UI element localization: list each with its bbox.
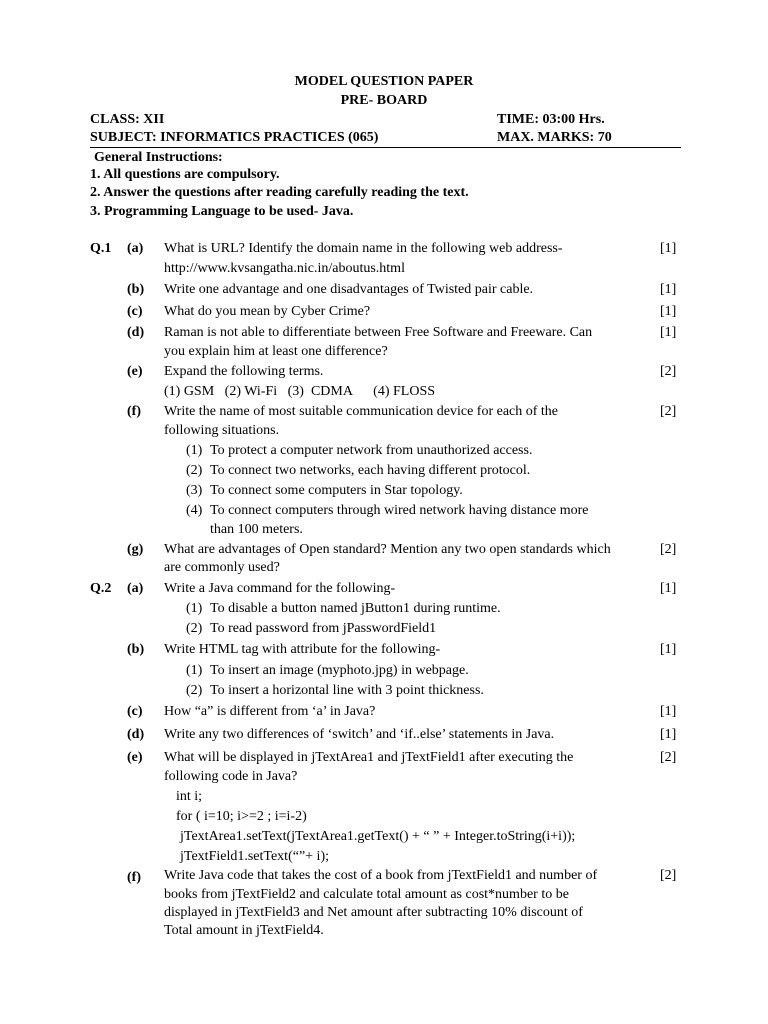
question-text: http://www.kvsangatha.nic.in/aboutus.html — [164, 261, 405, 276]
instruction-item: 3. Programming Language to be used- Java. — [90, 204, 354, 219]
sub-item-text: To disable a button named jButton1 during runtime. — [210, 601, 501, 616]
subject-label: SUBJECT: INFORMATICS PRACTICES (065) — [90, 130, 379, 145]
code-line: int i; — [176, 789, 203, 804]
question-text: following code in Java? — [164, 769, 298, 784]
code-line: jTextField1.setText(“”+ i); — [180, 849, 330, 864]
question-number: Q.1 — [90, 241, 112, 256]
sub-item-text: To insert a horizontal line with 3 point thickness. — [210, 683, 484, 698]
marks: [1] — [660, 304, 677, 319]
question-text: Expand the following terms. — [164, 364, 324, 379]
max-marks-label: MAX. MARKS: 70 — [497, 130, 612, 145]
part-label: (f) — [127, 870, 141, 885]
part-label: (e) — [127, 750, 143, 765]
question-text: How “a” is different from ‘a’ in Java? — [164, 704, 376, 719]
marks: [1] — [660, 241, 677, 256]
sub-item-number: (2) — [186, 621, 203, 636]
marks: [1] — [660, 704, 677, 719]
sub-item-text: To connect two networks, each having different protocol. — [210, 463, 531, 478]
sub-item-number: (1) — [186, 663, 203, 678]
marks: [2] — [660, 404, 677, 419]
sub-item-number: (2) — [186, 683, 203, 698]
part-label: (d) — [127, 325, 145, 340]
marks: [1] — [660, 325, 677, 340]
part-label: (c) — [127, 704, 143, 719]
question-text: you explain him at least one difference? — [164, 344, 388, 359]
question-text: Write HTML tag with attribute for the following- — [164, 642, 441, 657]
instruction-item: 2. Answer the questions after reading carefully reading the text. — [90, 185, 469, 200]
sub-item-number: (1) — [186, 443, 203, 458]
question-text: What are advantages of Open standard? Mention any two open standards which — [164, 542, 611, 557]
question-text: books from jTextField2 and calculate total amount as cost*number to be — [164, 887, 569, 902]
marks: [1] — [660, 727, 677, 742]
class-label: CLASS: XII — [90, 112, 165, 127]
marks: [2] — [660, 750, 677, 765]
sub-item-text: To read password from jPasswordField1 — [210, 621, 437, 636]
part-label: (d) — [127, 727, 145, 742]
marks: [1] — [660, 642, 677, 657]
question-text: (1) GSM (2) Wi-Fi (3) CDMA (4) FLOSS — [164, 384, 436, 399]
sub-item-text: To protect a computer network from unauthorized access. — [210, 443, 533, 458]
question-text: are commonly used? — [164, 560, 280, 575]
question-text: What will be displayed in jTextArea1 and jTextField1 after executing the — [164, 750, 574, 765]
part-label: (g) — [127, 542, 144, 557]
part-label: (f) — [127, 404, 141, 419]
part-label: (b) — [127, 642, 145, 657]
marks: [2] — [660, 542, 677, 557]
question-text: What do you mean by Cyber Crime? — [164, 304, 371, 319]
sub-item-text: To insert an image (myphoto.jpg) in webpage. — [210, 663, 469, 678]
question-text: Write Java code that takes the cost of a book from jTextField1 and number of — [164, 868, 598, 883]
instruction-item: 1. All questions are compulsory. — [90, 167, 280, 182]
paper-subtitle: PRE- BOARD — [340, 93, 428, 108]
sub-item-number: (2) — [186, 463, 203, 478]
sub-item-number: (4) — [186, 503, 203, 518]
question-text: Raman is not able to differentiate between Free Software and Freeware. Can — [164, 325, 593, 340]
question-text: displayed in jTextField3 and Net amount after subtracting 10% discount of — [164, 905, 583, 920]
time-label: TIME: 03:00 Hrs. — [497, 112, 605, 127]
sub-item-number: (1) — [186, 601, 203, 616]
question-text: What is URL? Identify the domain name in the following web address- — [164, 241, 563, 256]
part-label: (b) — [127, 282, 145, 297]
part-label: (a) — [127, 241, 144, 256]
marks: [1] — [660, 581, 677, 596]
sub-item-number: (3) — [186, 483, 203, 498]
part-label: (e) — [127, 364, 143, 379]
header-divider — [90, 147, 681, 148]
instructions-heading: General Instructions: — [94, 150, 223, 165]
question-text: Total amount in jTextField4. — [164, 923, 324, 938]
question-text: following situations. — [164, 423, 280, 438]
question-text: Write any two differences of ‘switch’ and ‘if..else’ statements in Java. — [164, 727, 555, 742]
marks: [2] — [660, 868, 677, 883]
marks: [1] — [660, 282, 677, 297]
part-label: (a) — [127, 581, 144, 596]
code-line: for ( i=10; i>=2 ; i=i-2) — [176, 809, 307, 824]
marks: [2] — [660, 364, 677, 379]
question-text: Write one advantage and one disadvantages of Twisted pair cable. — [164, 282, 534, 297]
question-text: Write the name of most suitable communication device for each of the — [164, 404, 559, 419]
question-text: Write a Java command for the following- — [164, 581, 396, 596]
sub-item-text: To connect computers through wired network having distance more — [210, 503, 589, 518]
question-number: Q.2 — [90, 581, 112, 596]
code-line: jTextArea1.setText(jTextArea1.getText() + “ ” + Integer.toString(i+i)); — [180, 829, 576, 844]
part-label: (c) — [127, 304, 143, 319]
sub-item-text: To connect some computers in Star topology. — [210, 483, 463, 498]
sub-item-text: than 100 meters. — [210, 522, 303, 537]
paper-title: MODEL QUESTION PAPER — [294, 74, 474, 89]
